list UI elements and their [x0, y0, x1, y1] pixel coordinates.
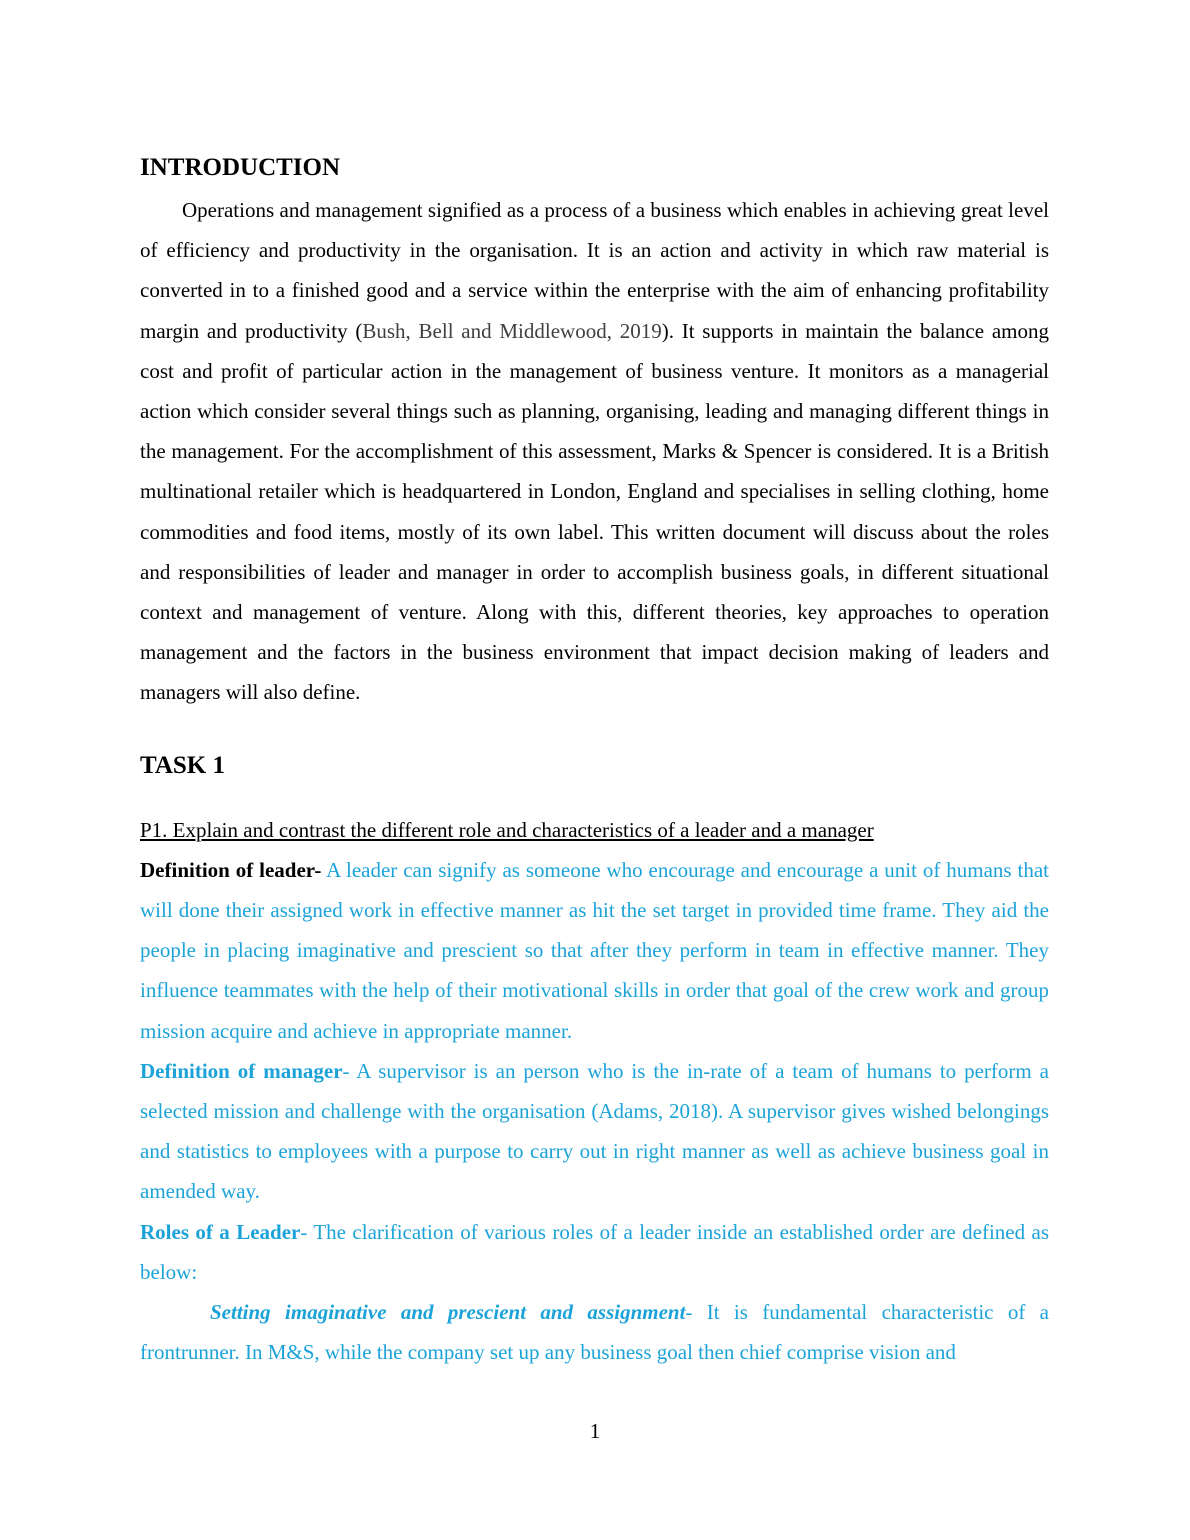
leader-roles-paragraph: [140, 1212, 1049, 1292]
leader-definition-separator: -: [314, 857, 322, 882]
leader-definition-label: Definition of leader: [140, 857, 315, 882]
leader-roles-text: - The clarification of various roles of a leader inside an established order are defined as below:: [140, 1219, 1049, 1284]
manager-definition-text: - A supervisor is an person who is the in-rate of a team of humans to perform a selected mission and challenge with the organisation (Adams, 2018). A supervisor gives wished belongings and statistics to employees with a purpose to carry out in right manner as well as achieve business goal in amended way.: [140, 1058, 1049, 1204]
setting-vision-label: Setting imaginative and prescient and assignment: [210, 1300, 686, 1325]
manager-definition-paragraph: [140, 1051, 1049, 1212]
leader-roles-label: Roles of a Leader: [140, 1219, 301, 1244]
setting-vision-paragraph: [140, 1292, 1049, 1372]
intro-text-start: Operations and management signified as a process of a business which enables in achieving great level of efficiency and productivity in the organisation. It is an action and activity in which raw material is converted in to a finished good and a service within the enterprise with the aim of enhancing profitability margin and productivity (: [140, 198, 1049, 343]
intro-paragraph: [140, 190, 1049, 713]
leader-definition-paragraph: [140, 850, 1049, 1051]
intro-text-end: ). It supports in maintain the balance among cost and profit of particular action in the management of business venture. It monitors as a managerial action which consider several things such as planning, organising, leading and managing different things in the management. For the accomplishment of this assessment, Marks & Spencer is considered. It is a British multinational retailer which is headquartered in London, England and specialises in selling clothing, home commodities and food items, mostly of its own label. This written document will discuss about the roles and responsibilities of leader and manager in order to accomplish business goals, in different situational context and management of venture. Along with this, different theories, key approaches to operation management and the factors in the business environment that impact decision making of leaders and managers will also define.: [140, 318, 1049, 705]
intro-heading: INTRODUCTION: [140, 154, 341, 181]
subtask-heading: P1. Explain and contrast the different role and characteristics of a leader and a manager: [140, 817, 874, 842]
page-content: [140, 148, 1049, 1372]
leader-definition-text: A leader can signify as someone who encourage and encourage a unit of humans that will done their assigned work in effective manner as hit the set target in provided time frame. They aid the people in placing imaginative and prescient so that after they perform in team in effective manner. They influence teammates with the help of their motivational skills in order that goal of the crew work and group mission acquire and achieve in appropriate manner.: [140, 857, 1049, 1043]
manager-definition-label: Definition of manager: [140, 1058, 343, 1083]
intro-citation: Bush, Bell and Middlewood, 2019: [362, 318, 662, 343]
setting-vision-text: - It is fundamental characteristic of a frontrunner. In M&S, while the company set up any business goal then chief comprise vision and: [140, 1300, 1049, 1365]
page-number: 1: [589, 1419, 601, 1443]
task-heading: TASK 1: [140, 751, 225, 779]
